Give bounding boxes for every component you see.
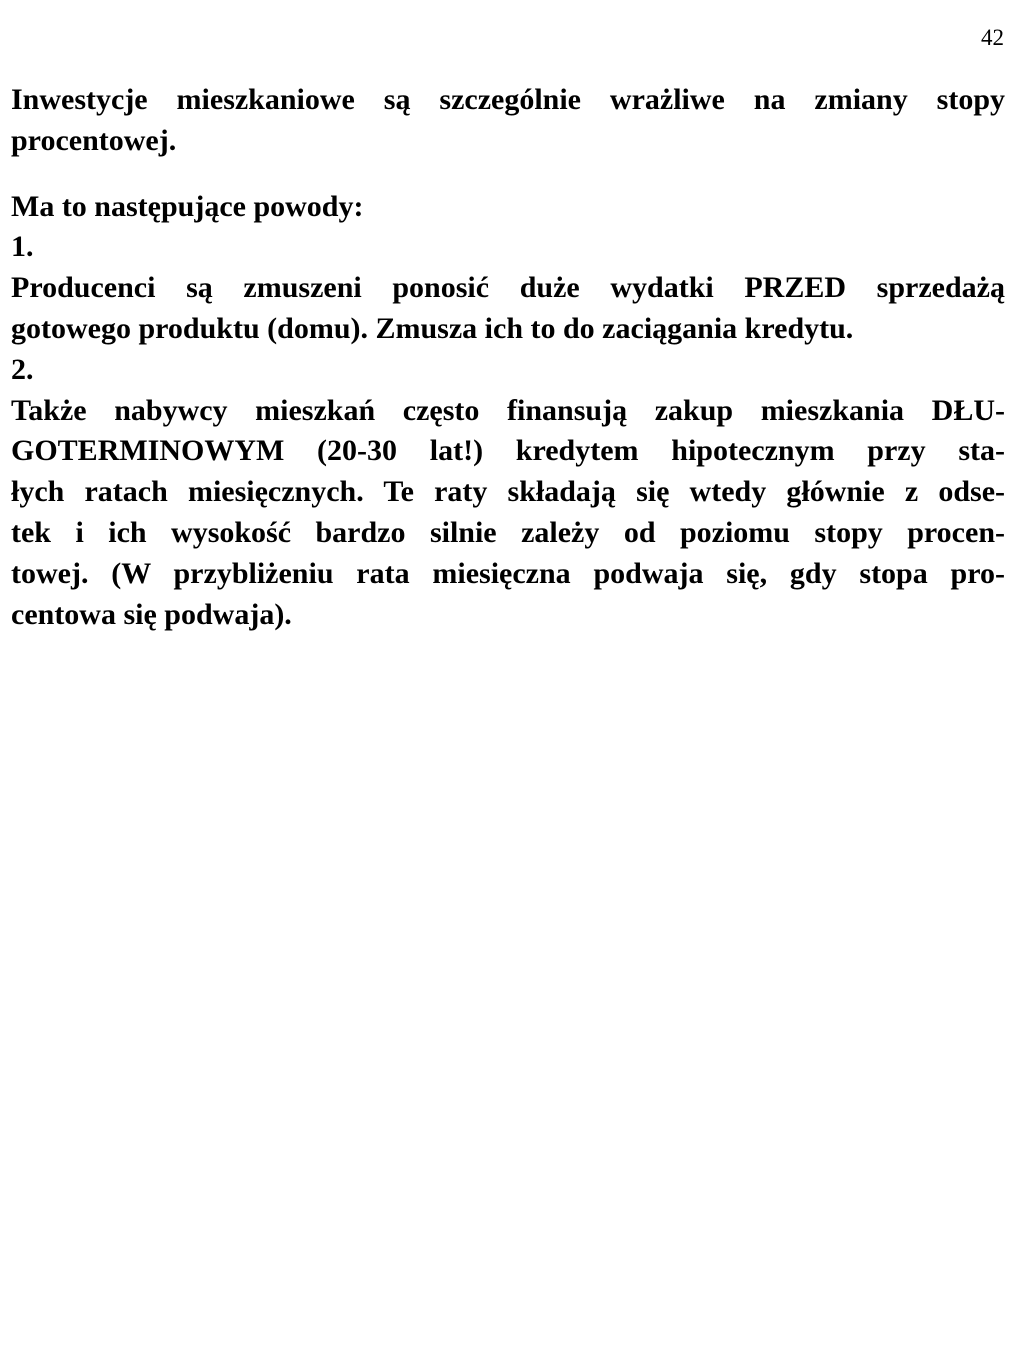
reason-line: gotowego produktu (domu). Zmusza ich to do zaciągania kredytu.	[11, 311, 854, 345]
reason-line: centowa się podwaja).	[11, 597, 292, 631]
reason-line: Producenci są zmuszeni ponosić duże wydatki PRZED sprzedażą	[11, 271, 1005, 305]
page-number: 42	[981, 25, 1004, 50]
reason-line: łych ratach miesięcznych. Te raty składają się wtedy głównie z odse-	[11, 475, 1005, 509]
document-body	[11, 80, 1005, 635]
intro-line: procentowej.	[11, 123, 177, 157]
reason-number: 2.	[11, 352, 34, 386]
intro-line: Inwestycje mieszkaniowe są szczególnie wrażliwe na zmiany stopy	[11, 83, 1005, 116]
reasons-heading-text: Ma to następujące powody:	[11, 189, 364, 223]
reason-line: Także nabywcy mieszkań często finansują zakup mieszkania DŁU-	[11, 393, 1005, 427]
reason-line: towej. (W przybliżeniu rata miesięczna podwaja się, gdy stopa pro-	[11, 556, 1005, 590]
reason-line: tek i ich wysokość bardzo silnie zależy od poziomu stopy procen-	[11, 515, 1005, 549]
intro-paragraph	[11, 80, 1005, 162]
reasons-heading	[11, 187, 1005, 228]
reason-line: GOTERMINOWYM (20-30 lat!) kredytem hipotecznym przy sta-	[11, 434, 1005, 468]
reason-number: 1.	[11, 230, 34, 264]
reason-item-2	[11, 350, 1005, 636]
reason-item-1	[11, 227, 1005, 349]
